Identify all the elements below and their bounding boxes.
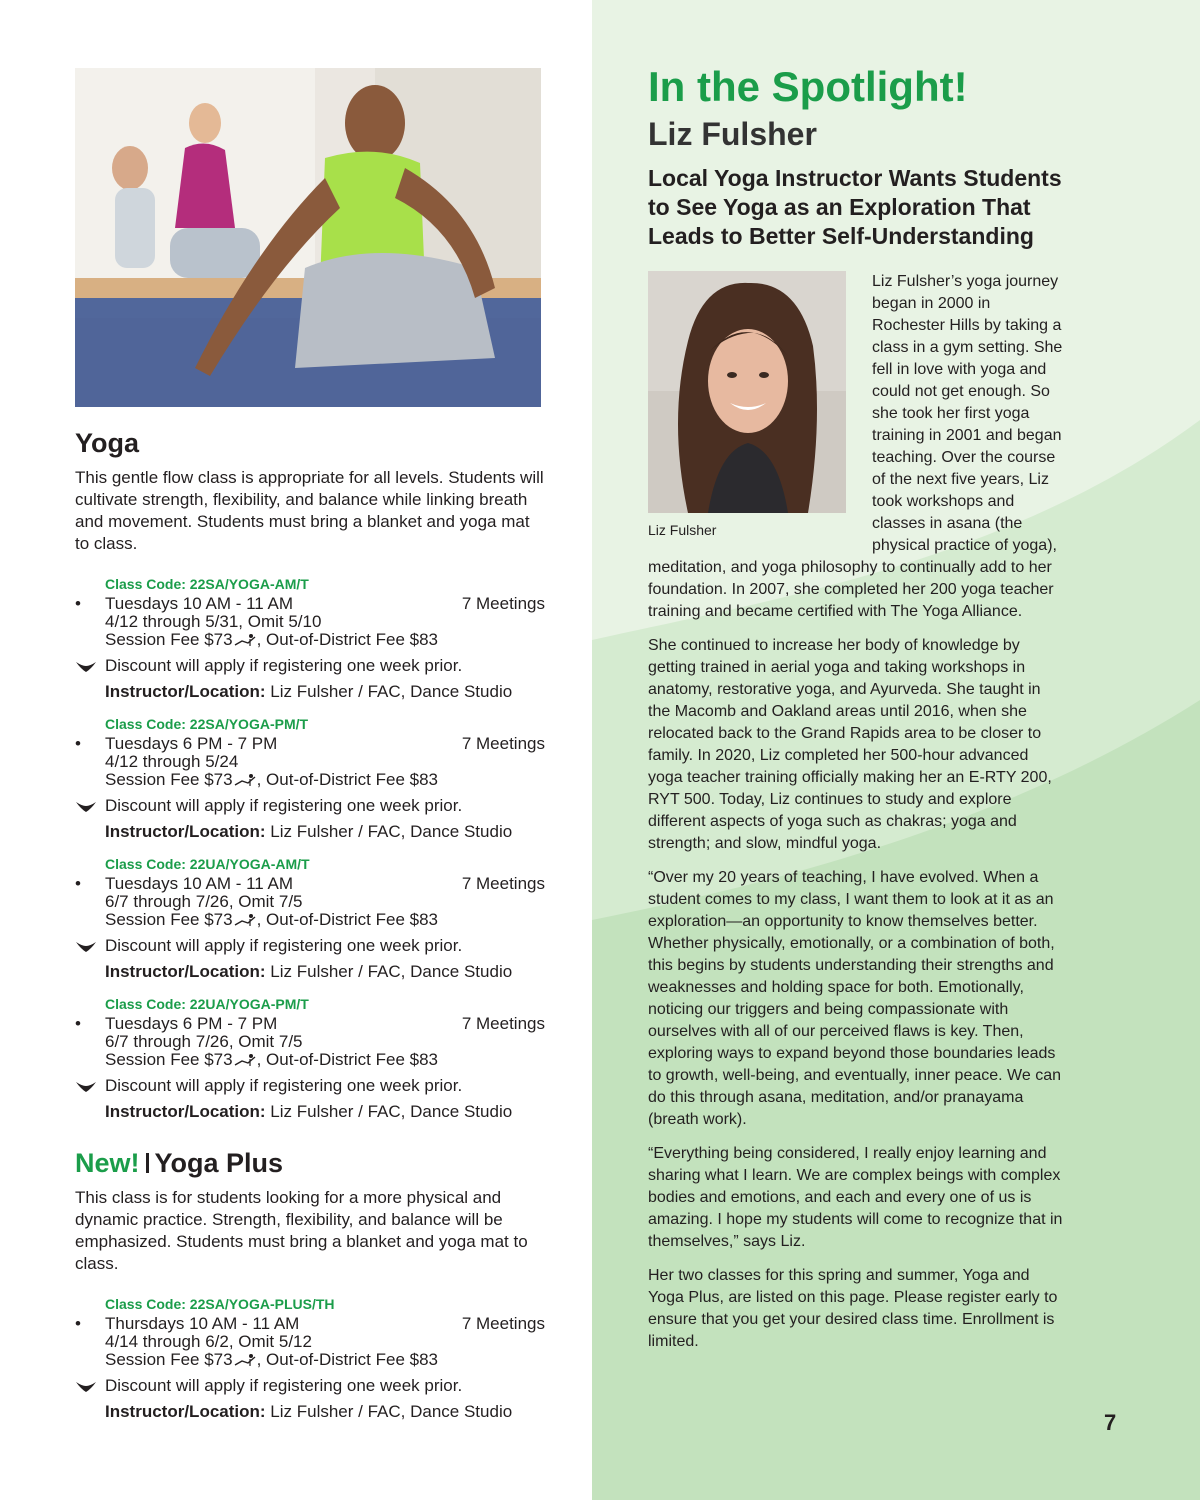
schedule: Tuesdays 10 AM - 11 AM	[105, 874, 294, 893]
instructor-label: Instructor/Location:	[105, 1402, 266, 1421]
schedule-row	[75, 875, 545, 893]
bullet: •	[75, 874, 81, 893]
page-number: 7	[1104, 1410, 1117, 1435]
schedule: Thursdays 10 AM - 11 AM	[105, 1314, 300, 1333]
class-code: Class Code: 22UA/YOGA-AM/T	[105, 856, 310, 872]
senior-discount-icon	[234, 633, 256, 651]
session-fee: Session Fee $73	[105, 770, 233, 789]
instructor-value: Liz Fulsher / FAC, Dance Studio	[265, 1102, 513, 1121]
portrait-photo	[648, 271, 846, 513]
early-bird-icon	[75, 658, 97, 680]
instructor-row	[75, 681, 545, 703]
early-bird-icon	[75, 1378, 97, 1400]
instructor-value: Liz Fulsher / FAC, Dance Studio	[265, 1402, 513, 1421]
dates: 6/7 through 7/26, Omit 7/5	[105, 892, 303, 911]
out-of-district-fee: , Out-of-District Fee $83	[256, 1350, 438, 1369]
meetings: 7 Meetings	[461, 1314, 545, 1333]
dates: 4/12 through 5/24	[105, 752, 239, 771]
schedule-row	[75, 595, 545, 613]
instructor-row	[75, 1101, 545, 1123]
class-section	[75, 715, 545, 843]
new-label: New!	[75, 1148, 140, 1178]
instructor-value: Liz Fulsher / FAC, Dance Studio	[265, 822, 513, 841]
meetings: 7 Meetings	[461, 594, 545, 613]
out-of-district-fee: , Out-of-District Fee $83	[256, 630, 438, 649]
instructor-label: Instructor/Location:	[105, 1102, 266, 1121]
senior-discount-icon	[234, 773, 256, 791]
bullet: •	[75, 1014, 81, 1033]
spotlight-title: In the Spotlight!	[648, 63, 968, 110]
session-fee: Session Fee $73	[105, 910, 233, 929]
portrait-caption: Liz Fulsher	[648, 522, 717, 538]
article-body	[648, 271, 1064, 1353]
yoga-plus-title-row	[75, 1145, 545, 1181]
early-bird-icon	[75, 1078, 97, 1100]
bullet: •	[75, 1314, 81, 1333]
schedule-row	[75, 1015, 545, 1033]
instructor-label: Instructor/Location:	[105, 682, 266, 701]
session-fee: Session Fee $73	[105, 1350, 233, 1369]
class-section	[75, 575, 545, 703]
class-section	[75, 995, 545, 1123]
class-code: Class Code: 22SA/YOGA-AM/T	[105, 576, 309, 592]
article-paragraph: “Everything being considered, I really enjoy learning and sharing what I learn. We are complex beings with complex bodies and emotions, and each and every one of us is amazing. I hope my students will come to recognize that in themselves,” says Liz.	[648, 1145, 1063, 1250]
early-bird-icon	[75, 798, 97, 820]
instructor-label: Instructor/Location:	[105, 822, 266, 841]
discount-row	[75, 1375, 545, 1397]
yoga-plus-title: Yoga Plus	[154, 1148, 284, 1178]
article-paragraph: Her two classes for this spring and summer, Yoga and Yoga Plus, are listed on this page. Please register early to ensure that you get your desired class time. Enrollment is limited.	[648, 1267, 1058, 1350]
class-code: Class Code: 22SA/YOGA-PLUS/TH	[105, 1296, 335, 1312]
instructor-value: Liz Fulsher / FAC, Dance Studio	[265, 962, 513, 981]
spotlight-name: Liz Fulsher	[648, 116, 817, 152]
yoga-title: Yoga	[75, 428, 140, 458]
discount-row	[75, 1075, 545, 1097]
yoga-description: This gentle flow class is appropriate for all levels. Students will cultivate strength, flexibility, and balance while linking breath and movement. Students must bring a blanket and yoga mat to class.	[75, 468, 544, 553]
discount-row	[75, 935, 545, 957]
article-paragraph: She continued to increase her body of knowledge by getting trained in aerial yoga and taking workshops in anatomy, restorative yoga, and Ayurveda. She taught in the Macomb and Oakland areas until 2016, when she relocated back to the Grand Rapids area to be closer to family. In 2020, Liz completed her 500-hour advanced yoga teacher training officially making her an E-RTY 200, RYT 500. Today, Liz continues to study and explore different aspects of yoga such as chakras; yoga and strength; and slow, mindful yoga.	[648, 637, 1052, 852]
schedule-row	[75, 735, 545, 753]
article-paragraph: “Over my 20 years of teaching, I have evolved. When a student comes to my class, I want them to look at it as an exploration—an opportunity to know themselves better. Whether physically, emotionally, or a combination of both, this begins by students understanding their strengths and weaknesses and holding space for both. Emotionally, noticing our triggers and being compassionate with ourselves with all of our perceived flaws is key. Then, exploring ways to expand beyond those boundaries leads to growth, well-being, and eventually, inner peace. We can do this through asana, meditation, and/or pranayama (breath work).	[648, 869, 1061, 1128]
bullet: •	[75, 734, 81, 753]
discount-text: Discount will apply if registering one week prior.	[105, 796, 463, 815]
title-divider	[146, 1153, 149, 1173]
instructor-row	[75, 961, 545, 983]
yoga-plus-description: This class is for students looking for a more physical and dynamic practice. Strength, flexibility, and balance will be emphasized. Students must bring a blanket and yoga mat to class.	[75, 1188, 528, 1273]
schedule: Tuesdays 10 AM - 11 AM	[105, 594, 294, 613]
class-code: Class Code: 22UA/YOGA-PM/T	[105, 996, 309, 1012]
class-section	[75, 855, 545, 983]
fee-row	[75, 771, 545, 791]
class-section	[75, 1295, 545, 1423]
fee-row	[75, 1351, 545, 1371]
class-listings	[75, 425, 545, 1435]
session-fee: Session Fee $73	[105, 630, 233, 649]
schedule: Tuesdays 6 PM - 7 PM	[105, 1014, 278, 1033]
dates: 4/14 through 6/2, Omit 5/12	[105, 1332, 312, 1351]
dates: 6/7 through 7/26, Omit 7/5	[105, 1032, 303, 1051]
out-of-district-fee: , Out-of-District Fee $83	[256, 910, 438, 929]
discount-text: Discount will apply if registering one week prior.	[105, 936, 463, 955]
discount-text: Discount will apply if registering one week prior.	[105, 1076, 463, 1095]
out-of-district-fee: , Out-of-District Fee $83	[256, 1050, 438, 1069]
fee-row	[75, 911, 545, 931]
schedule: Tuesdays 6 PM - 7 PM	[105, 734, 278, 753]
out-of-district-fee: , Out-of-District Fee $83	[256, 770, 438, 789]
class-code: Class Code: 22SA/YOGA-PM/T	[105, 716, 309, 732]
yoga-class-photo	[75, 68, 541, 407]
fee-row	[75, 631, 545, 651]
session-fee: Session Fee $73	[105, 1050, 233, 1069]
dates: 4/12 through 5/31, Omit 5/10	[105, 612, 322, 631]
meetings: 7 Meetings	[461, 874, 545, 893]
article-paragraph: Liz Fulsher’s yoga journey began in 2000 in Rochester Hills by taking a class in a gym setting. She fell in love with yoga and could not get enough. So she took her first yoga training in 2001 and began teaching. Over the course of the next five years, Liz took workshops and classes in asana (the physical practice of yoga), meditation, and yoga philosophy to continually add to her foundation. In 2007, she completed her 200 yoga teacher training and became certified with The Yoga Alliance.	[648, 273, 1063, 620]
senior-discount-icon	[234, 1053, 256, 1071]
schedule-row	[75, 1315, 545, 1333]
senior-discount-icon	[234, 1353, 256, 1371]
instructor-row	[75, 821, 545, 843]
early-bird-icon	[75, 938, 97, 960]
instructor-value: Liz Fulsher / FAC, Dance Studio	[265, 682, 513, 701]
discount-text: Discount will apply if registering one week prior.	[105, 656, 463, 675]
senior-discount-icon	[234, 913, 256, 931]
discount-row	[75, 655, 545, 677]
meetings: 7 Meetings	[461, 1014, 545, 1033]
instructor-label: Instructor/Location:	[105, 962, 266, 981]
bullet: •	[75, 594, 81, 613]
meetings: 7 Meetings	[461, 734, 545, 753]
spotlight-subtitle: Local Yoga Instructor Wants Students to See Yoga as an Exploration That Leads to Better Self-Understanding	[648, 165, 1062, 249]
fee-row	[75, 1051, 545, 1071]
instructor-row	[75, 1401, 545, 1423]
portrait-figure	[648, 271, 858, 541]
discount-text: Discount will apply if registering one week prior.	[105, 1376, 463, 1395]
spotlight-article	[648, 62, 1064, 1365]
discount-row	[75, 795, 545, 817]
